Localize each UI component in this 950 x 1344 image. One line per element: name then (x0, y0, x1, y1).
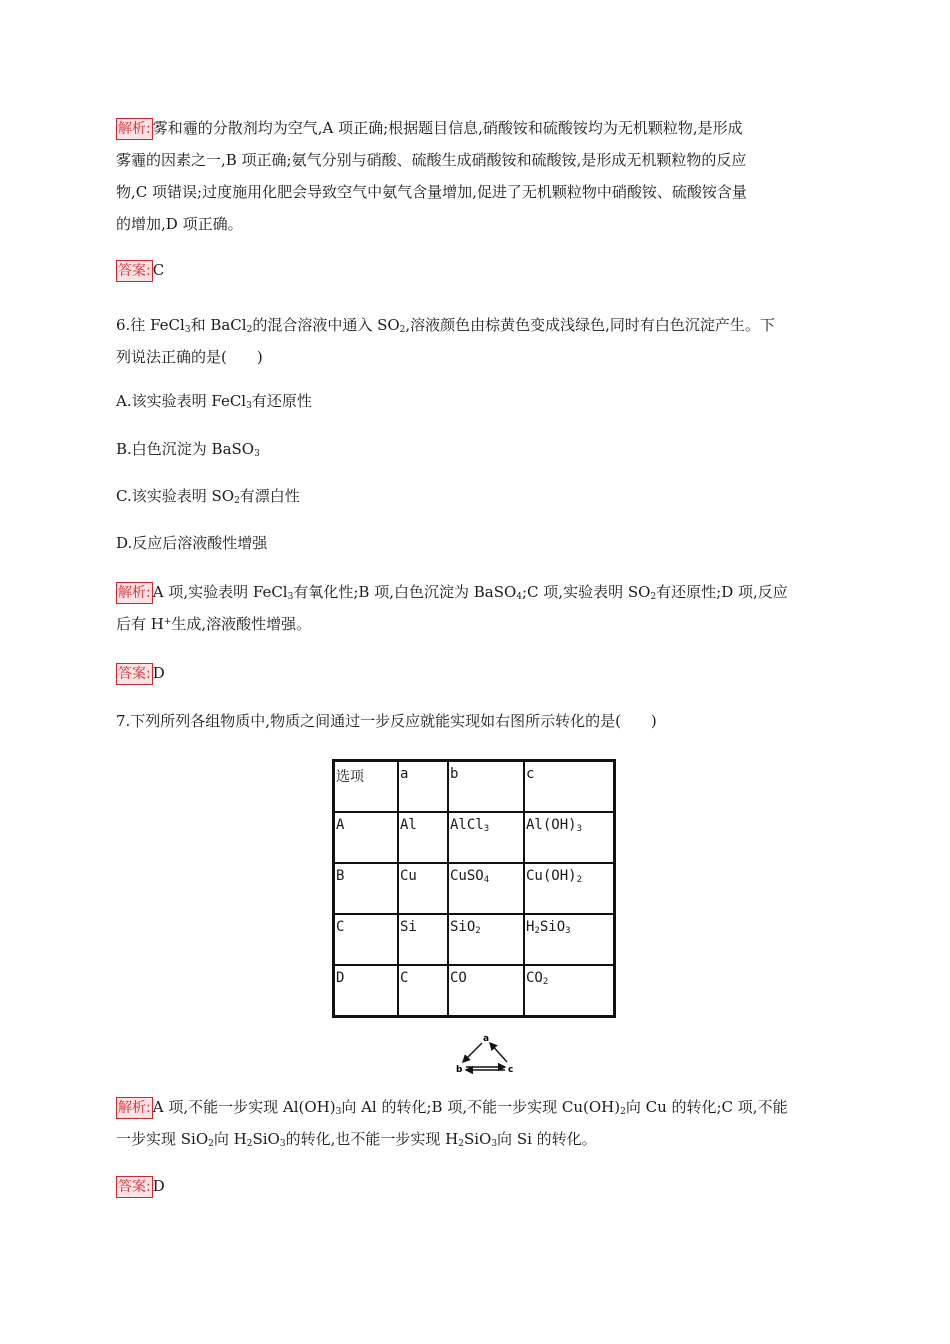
answer-tag: 答案: (116, 663, 153, 685)
table-cell: AlCl$_3$ (448, 812, 524, 863)
table-cell: B (334, 863, 399, 914)
table-header-cell: a (398, 761, 448, 813)
q6-option-b: B.白色沉淀为 BaSO$_3$ (116, 440, 260, 459)
table-cell: C (334, 914, 399, 965)
analysis-tag: 解析: (116, 582, 153, 604)
table-cell: Al (398, 812, 448, 863)
q6-option-a: A.该实验表明 FeCl$_3$有还原性 (116, 392, 312, 411)
analysis-tag: 解析: (116, 118, 153, 140)
arrow-c-to-a (490, 1043, 507, 1062)
q6-stem: 6.往 FeCl$_3$和 BaCl$_2$的混合溶液中通入 $SO_2$,溶液颜色由棕黄色变成浅绿色,同时有白色沉淀产生。下 列说法正确的是( ) (116, 316, 775, 366)
table-row (334, 914, 615, 965)
table-cell: Si (398, 914, 448, 965)
q7-stem: 7.下列所列各组物质中,物质之间通过一步反应就能实现如右图所示转化的是( ) (116, 712, 657, 730)
table-cell: C (398, 965, 448, 1017)
table-header-cell: b (448, 761, 524, 813)
table-cell: SiO$_2$ (448, 914, 524, 965)
node-c-label: c (508, 1065, 514, 1075)
q6-answer: 答案: D (116, 657, 836, 689)
table-row (334, 812, 615, 863)
table-row (334, 863, 615, 914)
table-cell: D (334, 965, 399, 1017)
answer-tag: 答案: (116, 1176, 153, 1198)
table-cell: Cu (398, 863, 448, 914)
answer-tag: 答案: (116, 260, 153, 282)
node-a-label: a (483, 1034, 490, 1044)
table-header-cell: c (524, 761, 615, 813)
q6-option-c: C.该实验表明 $SO_2$有漂白性 (116, 487, 300, 506)
table-cell: A (334, 812, 399, 863)
table-cell: $Al(OH)_3$ (524, 812, 615, 863)
table-cell: $H_2SiO_3$ (524, 914, 615, 965)
table-header-cell: 选项 (334, 761, 399, 813)
conversion-cycle-diagram (455, 1032, 517, 1076)
table-cell: $CO_2$ (524, 965, 615, 1017)
table-cell: $Cu(OH)_2$ (524, 863, 615, 914)
arrow-a-to-b (463, 1043, 482, 1062)
table-header-row (334, 761, 615, 813)
q7-answer: 答案: D (116, 1170, 836, 1202)
q6-option-d: D.反应后溶液酸性增强 (116, 534, 268, 552)
table-cell: CO (448, 965, 524, 1017)
analysis-tag: 解析: (116, 1097, 153, 1119)
q5-answer: 答案: C (116, 254, 836, 286)
table-row (334, 965, 615, 1017)
options-table (332, 759, 616, 1018)
node-b-label: b (456, 1065, 463, 1075)
q5-analysis: 解析: 雾和霾的分散剂均为空气,A 项正确;根据题目信息,硝酸铵和硫酸铵均为无机颗粒物,是形成 雾霾的因素之一,B 项正确;氨气分别与硝酸、硫酸生成硝酸铵和硫酸铵,是形成无机颗粒物的反应 物,C 项错误;过度施用化肥会导致空气中氨气含量增加,促进了无机颗粒物中硝酸铵、硫酸铵含量 的增加,D 项正确。 (116, 119, 747, 233)
table-cell: CuSO$_4$ (448, 863, 524, 914)
q6-analysis: 解析: A 项,实验表明 FeCl$_3$有氧化性;B 项,白色沉淀为 BaSO$_4$;C 项,实验表明 $SO_2$有还原性;D 项,反应 后有 H+生成,溶液酸性增强。 (116, 583, 788, 633)
q7-analysis: 解析: A 项,不能一步实现 $Al(OH)_3$向 Al 的转化;B 项,不能一步实现 $Cu(OH)_2$向 Cu 的转化;C 项,不能 一步实现 SiO$_2$向 $H_2SiO_3$的转化,也不能一步实现 $H_2SiO_3$向 Si 的转化。 (116, 1098, 788, 1149)
